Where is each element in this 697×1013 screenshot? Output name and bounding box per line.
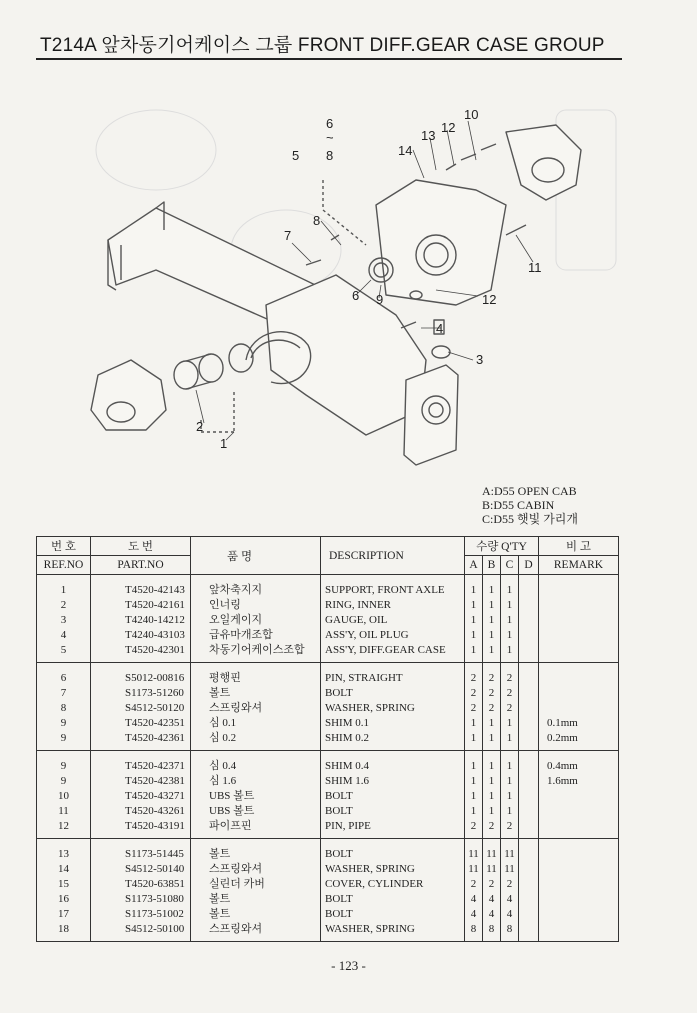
cell-qty-d (519, 575, 539, 599)
table-row (37, 751, 619, 775)
cell-qty-a: 2 (465, 701, 483, 716)
cell-qty-b: 11 (483, 862, 501, 877)
cell-name-kr: 앞차축지지 (191, 575, 321, 599)
legend-item-a: A:D55 OPEN CAB (482, 484, 577, 498)
header-qty-c: C (501, 556, 519, 575)
cell-qty-a: 1 (465, 613, 483, 628)
cell-description: WASHER, SPRING (321, 701, 465, 716)
cell-remark (539, 819, 619, 839)
cell-description: PIN, PIPE (321, 819, 465, 839)
cell-part-no: T4240-43103 (91, 628, 191, 643)
cell-ref-no: 4 (37, 628, 91, 643)
cell-name-kr: UBS 볼트 (191, 789, 321, 804)
cell-part-no: T4520-42371 (91, 751, 191, 775)
cell-name-kr: 볼트 (191, 686, 321, 701)
cell-description: RING, INNER (321, 598, 465, 613)
cell-qty-b: 11 (483, 839, 501, 863)
cell-qty-a: 11 (465, 839, 483, 863)
cell-part-no: S4512-50120 (91, 701, 191, 716)
cell-qty-d (519, 862, 539, 877)
cell-qty-d (519, 663, 539, 687)
callout-label: 8 (326, 148, 334, 163)
cell-ref-no: 7 (37, 686, 91, 701)
cell-ref-no: 16 (37, 892, 91, 907)
callout-label: 14 (398, 143, 413, 158)
callout-label: 9 (376, 292, 384, 307)
cell-qty-d (519, 751, 539, 775)
cell-name-kr: 차동기어케이스조합 (191, 643, 321, 663)
cell-ref-no: 14 (37, 862, 91, 877)
callout-label: 1 (220, 436, 228, 451)
cell-remark (539, 643, 619, 663)
page-title: T214A 앞차동기어케이스 그룹 FRONT DIFF.GEAR CASE GROUP (40, 35, 605, 56)
cell-qty-b: 4 (483, 907, 501, 922)
cell-name-kr: 스프링와셔 (191, 862, 321, 877)
cell-qty-c: 2 (501, 663, 519, 687)
cell-part-no: T4520-42381 (91, 774, 191, 789)
cell-name-kr: 오일게이지 (191, 613, 321, 628)
cell-qty-c: 1 (501, 789, 519, 804)
callout-label: 2 (196, 419, 204, 434)
cell-ref-no: 9 (37, 716, 91, 731)
cell-qty-c: 8 (501, 922, 519, 942)
cell-qty-d (519, 892, 539, 907)
cell-description: BOLT (321, 892, 465, 907)
cell-ref-no: 1 (37, 575, 91, 599)
table-row (37, 643, 619, 663)
cell-name-kr: 인너링 (191, 598, 321, 613)
cell-description: WASHER, SPRING (321, 922, 465, 942)
cell-qty-c: 1 (501, 598, 519, 613)
cell-qty-a: 1 (465, 575, 483, 599)
table-row (37, 789, 619, 804)
callout-label: 12 (441, 120, 456, 135)
cell-qty-d (519, 907, 539, 922)
legend-item-b: B:D55 CABIN (482, 498, 555, 512)
cell-qty-b: 1 (483, 716, 501, 731)
cell-qty-b: 8 (483, 922, 501, 942)
cell-description: BOLT (321, 804, 465, 819)
cell-part-no: T4520-42361 (91, 731, 191, 751)
cell-qty-d (519, 877, 539, 892)
cell-qty-a: 1 (465, 628, 483, 643)
cell-qty-c: 11 (501, 839, 519, 863)
cell-remark (539, 628, 619, 643)
cell-qty-d (519, 839, 539, 863)
table-row (37, 716, 619, 731)
legend-item-c: C:D55 햇빛 가리개 (482, 512, 578, 526)
cell-qty-b: 2 (483, 663, 501, 687)
cell-name-kr: 볼트 (191, 907, 321, 922)
table-row (37, 862, 619, 877)
cell-part-no: T4520-43191 (91, 819, 191, 839)
cell-description: GAUGE, OIL (321, 613, 465, 628)
cell-qty-c: 2 (501, 701, 519, 716)
callout-label: 11 (528, 260, 542, 275)
cell-description: COVER, CYLINDER (321, 877, 465, 892)
cell-name-kr: 심 1.6 (191, 774, 321, 789)
cell-description: BOLT (321, 839, 465, 863)
cell-qty-c: 2 (501, 686, 519, 701)
cell-ref-no: 9 (37, 731, 91, 751)
table-row (37, 922, 619, 942)
table-row (37, 774, 619, 789)
cell-qty-b: 1 (483, 598, 501, 613)
cell-remark (539, 922, 619, 942)
cell-qty-a: 1 (465, 716, 483, 731)
cell-ref-no: 17 (37, 907, 91, 922)
callout-label: 10 (464, 107, 479, 122)
cell-qty-b: 1 (483, 643, 501, 663)
header-part-en: PART.NO (91, 556, 191, 575)
cell-ref-no: 15 (37, 877, 91, 892)
cell-name-kr: 스프링와셔 (191, 922, 321, 942)
cell-name-kr: UBS 볼트 (191, 804, 321, 819)
parts-table-body (37, 575, 619, 942)
table-row (37, 701, 619, 716)
cell-qty-d (519, 613, 539, 628)
cell-description: SHIM 0.1 (321, 716, 465, 731)
table-row (37, 877, 619, 892)
cell-remark (539, 877, 619, 892)
table-row (37, 804, 619, 819)
cell-qty-c: 1 (501, 628, 519, 643)
cell-description: ASS'Y, OIL PLUG (321, 628, 465, 643)
cell-remark: 0.1mm (539, 716, 619, 731)
cell-qty-b: 1 (483, 789, 501, 804)
cell-qty-d (519, 686, 539, 701)
cell-qty-b: 1 (483, 731, 501, 751)
header-description: DESCRIPTION (321, 537, 465, 575)
cell-qty-d (519, 701, 539, 716)
cell-name-kr: 급유마개조합 (191, 628, 321, 643)
cell-remark (539, 804, 619, 819)
cell-qty-c: 1 (501, 613, 519, 628)
cell-remark (539, 701, 619, 716)
callout-label: 6 (352, 288, 360, 303)
header-qty-d: D (519, 556, 539, 575)
cell-part-no: T4520-42161 (91, 598, 191, 613)
cell-ref-no: 12 (37, 819, 91, 839)
cell-qty-d (519, 598, 539, 613)
callout-label: 8 (313, 213, 321, 228)
header-ref-kr: 번 호 (37, 537, 91, 556)
cell-part-no: T4520-42143 (91, 575, 191, 599)
cell-ref-no: 8 (37, 701, 91, 716)
title-rule (36, 58, 622, 60)
header-remark-kr: 비 고 (539, 537, 619, 556)
cell-ref-no: 9 (37, 774, 91, 789)
cell-qty-b: 1 (483, 751, 501, 775)
cell-qty-d (519, 643, 539, 663)
callout-label: 7 (284, 228, 292, 243)
cell-qty-b: 1 (483, 774, 501, 789)
cell-qty-b: 2 (483, 686, 501, 701)
cell-remark (539, 613, 619, 628)
cell-qty-a: 4 (465, 892, 483, 907)
header-remark-en: REMARK (539, 556, 619, 575)
cell-qty-d (519, 819, 539, 839)
parts-table (36, 536, 619, 942)
cell-qty-c: 4 (501, 907, 519, 922)
cell-qty-a: 4 (465, 907, 483, 922)
cell-qty-c: 1 (501, 774, 519, 789)
cell-ref-no: 13 (37, 839, 91, 863)
cell-qty-c: 11 (501, 862, 519, 877)
cell-qty-d (519, 789, 539, 804)
cell-qty-a: 2 (465, 686, 483, 701)
cell-qty-d (519, 774, 539, 789)
cell-qty-a: 1 (465, 774, 483, 789)
cell-part-no: T4520-42351 (91, 716, 191, 731)
cell-ref-no: 6 (37, 663, 91, 687)
cell-part-no: T4520-63851 (91, 877, 191, 892)
cell-qty-d (519, 922, 539, 942)
cell-qty-d (519, 628, 539, 643)
header-name-kr: 품 명 (191, 537, 321, 575)
callout-label: 4 (436, 321, 444, 336)
cell-qty-b: 2 (483, 701, 501, 716)
cell-qty-a: 1 (465, 598, 483, 613)
cell-description: SHIM 1.6 (321, 774, 465, 789)
table-row (37, 892, 619, 907)
callout-label: 3 (476, 352, 484, 367)
cell-remark (539, 598, 619, 613)
cell-description: WASHER, SPRING (321, 862, 465, 877)
cell-description: SHIM 0.2 (321, 731, 465, 751)
cell-part-no: S1173-51002 (91, 907, 191, 922)
cell-qty-a: 2 (465, 663, 483, 687)
cell-qty-a: 11 (465, 862, 483, 877)
cell-qty-a: 1 (465, 804, 483, 819)
cell-part-no: S1173-51445 (91, 839, 191, 863)
cell-remark (539, 862, 619, 877)
exploded-parts-diagram (36, 90, 636, 480)
callout-label: 13 (421, 128, 436, 143)
cell-part-no: T4520-43271 (91, 789, 191, 804)
cell-qty-a: 2 (465, 819, 483, 839)
table-row (37, 731, 619, 751)
cell-remark (539, 575, 619, 599)
cell-description: SUPPORT, FRONT AXLE (321, 575, 465, 599)
cell-qty-a: 2 (465, 877, 483, 892)
cell-name-kr: 볼트 (191, 839, 321, 863)
cell-name-kr: 심 0.2 (191, 731, 321, 751)
cell-qty-c: 1 (501, 804, 519, 819)
header-part-kr: 도 번 (91, 537, 191, 556)
cell-qty-a: 8 (465, 922, 483, 942)
cell-remark (539, 663, 619, 687)
cell-name-kr: 평행핀 (191, 663, 321, 687)
table-row (37, 819, 619, 839)
cell-ref-no: 18 (37, 922, 91, 942)
table-row (37, 613, 619, 628)
header-qty: 수량 Q'TY (465, 537, 539, 556)
table-row (37, 907, 619, 922)
cell-ref-no: 2 (37, 598, 91, 613)
cell-remark: 0.2mm (539, 731, 619, 751)
cell-ref-no: 9 (37, 751, 91, 775)
cell-remark (539, 789, 619, 804)
model-legend (482, 484, 578, 526)
cell-remark: 0.4mm (539, 751, 619, 775)
cell-ref-no: 11 (37, 804, 91, 819)
cell-qty-c: 1 (501, 751, 519, 775)
cell-qty-b: 1 (483, 804, 501, 819)
header-qty-a: A (465, 556, 483, 575)
header-ref-en: REF.NO (37, 556, 91, 575)
cell-qty-c: 1 (501, 716, 519, 731)
cell-remark (539, 892, 619, 907)
cell-qty-c: 4 (501, 892, 519, 907)
cell-name-kr: 실린더 카버 (191, 877, 321, 892)
cell-description: BOLT (321, 789, 465, 804)
cell-qty-d (519, 804, 539, 819)
cell-qty-b: 1 (483, 628, 501, 643)
cell-ref-no: 3 (37, 613, 91, 628)
cell-name-kr: 볼트 (191, 892, 321, 907)
cell-qty-c: 2 (501, 877, 519, 892)
cell-qty-c: 1 (501, 575, 519, 599)
table-row (37, 575, 619, 599)
table-row (37, 628, 619, 643)
table-row (37, 839, 619, 863)
cell-qty-b: 2 (483, 877, 501, 892)
cell-qty-c: 2 (501, 819, 519, 839)
cell-description: ASS'Y, DIFF.GEAR CASE (321, 643, 465, 663)
cell-part-no: T4520-43261 (91, 804, 191, 819)
cell-part-no: S5012-00816 (91, 663, 191, 687)
cell-qty-b: 1 (483, 575, 501, 599)
cell-remark (539, 839, 619, 863)
cell-qty-a: 1 (465, 789, 483, 804)
cell-part-no: S4512-50140 (91, 862, 191, 877)
table-row (37, 663, 619, 687)
cell-ref-no: 5 (37, 643, 91, 663)
cell-name-kr: 심 0.4 (191, 751, 321, 775)
cell-part-no: S1173-51080 (91, 892, 191, 907)
cell-remark (539, 686, 619, 701)
cell-remark (539, 907, 619, 922)
cell-part-no: S1173-51260 (91, 686, 191, 701)
table-row (37, 686, 619, 701)
cell-qty-c: 1 (501, 643, 519, 663)
cell-name-kr: 파이프핀 (191, 819, 321, 839)
cell-part-no: T4520-42301 (91, 643, 191, 663)
cell-description: BOLT (321, 907, 465, 922)
cell-part-no: T4240-14212 (91, 613, 191, 628)
callout-label: 12 (482, 292, 497, 307)
callout-label: 6 (326, 116, 334, 131)
table-row (37, 598, 619, 613)
cell-qty-a: 1 (465, 751, 483, 775)
cell-qty-a: 1 (465, 731, 483, 751)
cell-qty-b: 2 (483, 819, 501, 839)
cell-remark: 1.6mm (539, 774, 619, 789)
cell-qty-d (519, 716, 539, 731)
cell-description: BOLT (321, 686, 465, 701)
cell-description: PIN, STRAIGHT (321, 663, 465, 687)
header-qty-b: B (483, 556, 501, 575)
callout-label: ~ (326, 130, 334, 145)
page-number: - 123 - (331, 958, 366, 973)
cell-name-kr: 심 0.1 (191, 716, 321, 731)
cell-qty-a: 1 (465, 643, 483, 663)
cell-qty-d (519, 731, 539, 751)
cell-description: SHIM 0.4 (321, 751, 465, 775)
cell-part-no: S4512-50100 (91, 922, 191, 942)
cell-qty-b: 4 (483, 892, 501, 907)
cell-qty-c: 1 (501, 731, 519, 751)
callout-label: 5 (292, 148, 300, 163)
cell-qty-b: 1 (483, 613, 501, 628)
cell-ref-no: 10 (37, 789, 91, 804)
cell-name-kr: 스프링와셔 (191, 701, 321, 716)
